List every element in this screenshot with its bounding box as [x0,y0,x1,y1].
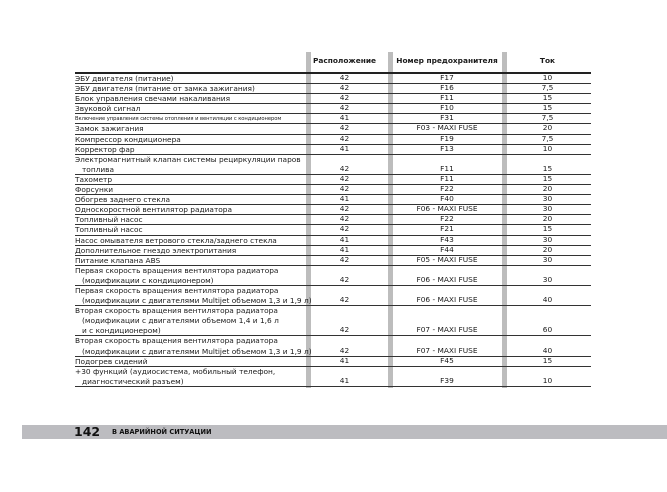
cell-location: 42 [339,325,350,335]
table-row [75,145,591,155]
cell-current: 10 [542,375,553,385]
row-description-line: Тахометр [75,174,113,184]
row-description-line: ЭБУ двигателя (питание) [75,74,174,83]
table-row [75,336,591,356]
cell-fuse-number: F03 - MAXI FUSE [416,123,478,133]
cell-location: 41 [339,244,350,254]
row-description-line: Корректор фар [75,144,135,154]
cell-fuse-number: F11 [440,163,454,173]
row-description-line: Питание клапана ABS [75,255,161,265]
row-description [75,124,305,134]
row-description [75,285,312,306]
row-description-line: диагностический разъем) [82,376,184,386]
row-description [75,185,305,195]
row-description-line: Насос омывателя ветрового стекла/заднего стекла [75,235,277,245]
cell-fuse-number: F44 [440,244,454,254]
table-row [75,256,591,266]
row-description [75,266,305,286]
table-row [75,306,591,336]
cell-location: 42 [339,103,350,113]
row-description [75,357,305,367]
row-description-line: Вторая скорость вращения вентилятора радиатора [75,306,278,316]
cell-location: 42 [339,83,350,93]
row-description-line: Звуковой сигнал [75,104,141,114]
cell-current: 7,5 [541,83,554,93]
table-row [75,266,591,286]
cell-location: 42 [339,254,350,264]
table-row [75,155,591,175]
cell-current: 10 [542,143,553,153]
section-title: В АВАРИЙНОЙ СИТУАЦИИ [112,428,212,436]
table-row [75,286,591,306]
row-description [75,94,305,104]
row-description-line: Форсунки [75,185,114,195]
row-description-line: топлива [82,164,115,174]
header-fuse-number: Номер предохранителя [396,56,498,65]
cell-current: 15 [542,355,553,365]
row-description [75,205,305,215]
table-row [75,357,591,367]
row-description [75,306,305,336]
cell-current: 30 [542,274,553,284]
cell-location: 42 [339,184,350,194]
cell-location: 42 [339,224,350,234]
row-description-line: Блок управления свечами накаливания [75,94,231,104]
cell-location: 42 [339,173,350,183]
cell-current: 7,5 [541,133,554,143]
row-description [75,246,305,256]
row-description [75,114,305,124]
row-description-line: (модификации с двигателями объемом 1,4 и 1,6 л [82,316,279,326]
table-body [75,74,591,387]
row-description-line: Подогрев сидений [75,356,148,366]
row-description-line: Топливный насос [75,225,143,235]
cell-current: 20 [542,214,553,224]
cell-fuse-number: F06 - MAXI FUSE [416,295,478,305]
cell-fuse-number: F07 - MAXI FUSE [416,345,478,355]
page-footer [22,425,667,439]
row-description [75,367,305,387]
row-description-line: (модификации с двигателями Multijet объемом 1,3 и 1,9 л) [82,346,312,356]
cell-current: 15 [542,163,553,173]
cell-fuse-number: F31 [440,113,454,123]
header-location: Расположение [312,56,377,65]
row-description [75,256,305,266]
cell-fuse-number: F43 [440,234,454,244]
row-description [75,84,305,94]
row-description [75,74,305,84]
cell-location: 42 [339,163,350,173]
cell-current: 40 [542,345,553,355]
row-description [75,336,312,356]
row-description-line: Топливный насос [75,215,143,225]
cell-current: 15 [542,224,553,234]
row-description [75,195,305,205]
cell-location: 41 [339,234,350,244]
row-description-line: Первая скорость вращения вентилятора радиатора [75,265,279,275]
row-description-line: +30 функций (аудиосистема, мобильный телефон, [75,366,276,376]
fuse-table [75,52,591,387]
row-description-line: Вторая скорость вращения вентилятора радиатора [75,336,278,346]
row-description-line: (модификации с двигателями Multijet объемом 1,3 и 1,9 л) [82,296,312,306]
cell-location: 42 [339,295,350,305]
row-description [75,236,305,246]
cell-location: 42 [339,73,350,82]
cell-location: 42 [339,133,350,143]
row-description [75,145,305,155]
row-description-line: Электромагнитный клапан системы рециркуляции паров [75,154,301,164]
cell-fuse-number: F05 - MAXI FUSE [416,254,478,264]
cell-current: 15 [542,93,553,103]
cell-current: 40 [542,295,553,305]
row-description-line: ЭБУ двигателя (питание от замка зажигания) [75,84,255,94]
cell-fuse-number: F13 [440,143,454,153]
cell-location: 42 [339,93,350,103]
cell-fuse-number: F40 [440,194,454,204]
cell-location: 41 [339,355,350,365]
cell-location: 41 [339,113,350,123]
cell-fuse-number: F16 [440,83,454,93]
row-description [75,215,305,225]
cell-current: 7,5 [541,113,554,123]
cell-fuse-number: F06 - MAXI FUSE [416,274,478,284]
page-number: 142 [74,424,101,439]
row-description-line: Компрессор кондиционера [75,134,181,144]
cell-fuse-number: F39 [440,375,454,385]
cell-fuse-number: F07 - MAXI FUSE [416,325,478,335]
cell-fuse-number: F10 [440,103,454,113]
row-description-line: Дополнительное гнездо электропитания [75,245,237,255]
row-description-line: Замок зажигания [75,124,144,134]
cell-location: 42 [339,345,350,355]
table-header [75,52,591,74]
cell-fuse-number: F17 [440,73,454,82]
cell-fuse-number: F45 [440,355,454,365]
cell-location: 41 [339,143,350,153]
row-description-line: и с кондиционером) [82,326,161,336]
cell-fuse-number: F22 [440,184,454,194]
cell-fuse-number: F06 - MAXI FUSE [416,204,478,214]
cell-current: 30 [542,234,553,244]
cell-fuse-number: F22 [440,214,454,224]
cell-fuse-number: F19 [440,133,454,143]
cell-fuse-number: F21 [440,224,454,234]
cell-current: 20 [542,184,553,194]
row-description [75,135,305,145]
cell-fuse-number: F11 [440,173,454,183]
cell-location: 42 [339,214,350,224]
cell-current: 15 [542,103,553,113]
row-description-line: Обогрев заднего стекла [75,195,171,205]
cell-location: 41 [339,194,350,204]
cell-current: 15 [542,173,553,183]
row-description [75,175,305,185]
cell-current: 20 [542,123,553,133]
row-description [75,155,305,175]
cell-location: 42 [339,204,350,214]
cell-location: 41 [339,375,350,385]
cell-location: 42 [339,274,350,284]
row-description-line: Первая скорость вращения вентилятора радиатора [75,285,279,295]
row-description [75,104,305,114]
cell-current: 30 [542,194,553,204]
row-description [75,225,305,235]
table-row [75,367,591,387]
row-description-line: Односкоростной вентилятор радиатора [75,205,233,215]
row-description-line: (модификации с кондиционером) [82,275,214,285]
cell-current: 10 [542,73,553,82]
row-description-line: Включение управления системы отопления и вентиляции с кондиционером [75,116,282,123]
cell-current: 20 [542,244,553,254]
header-current: Ток [539,56,556,65]
cell-current: 30 [542,204,553,214]
cell-current: 30 [542,254,553,264]
cell-fuse-number: F11 [440,93,454,103]
cell-current: 60 [542,325,553,335]
cell-location: 42 [339,123,350,133]
